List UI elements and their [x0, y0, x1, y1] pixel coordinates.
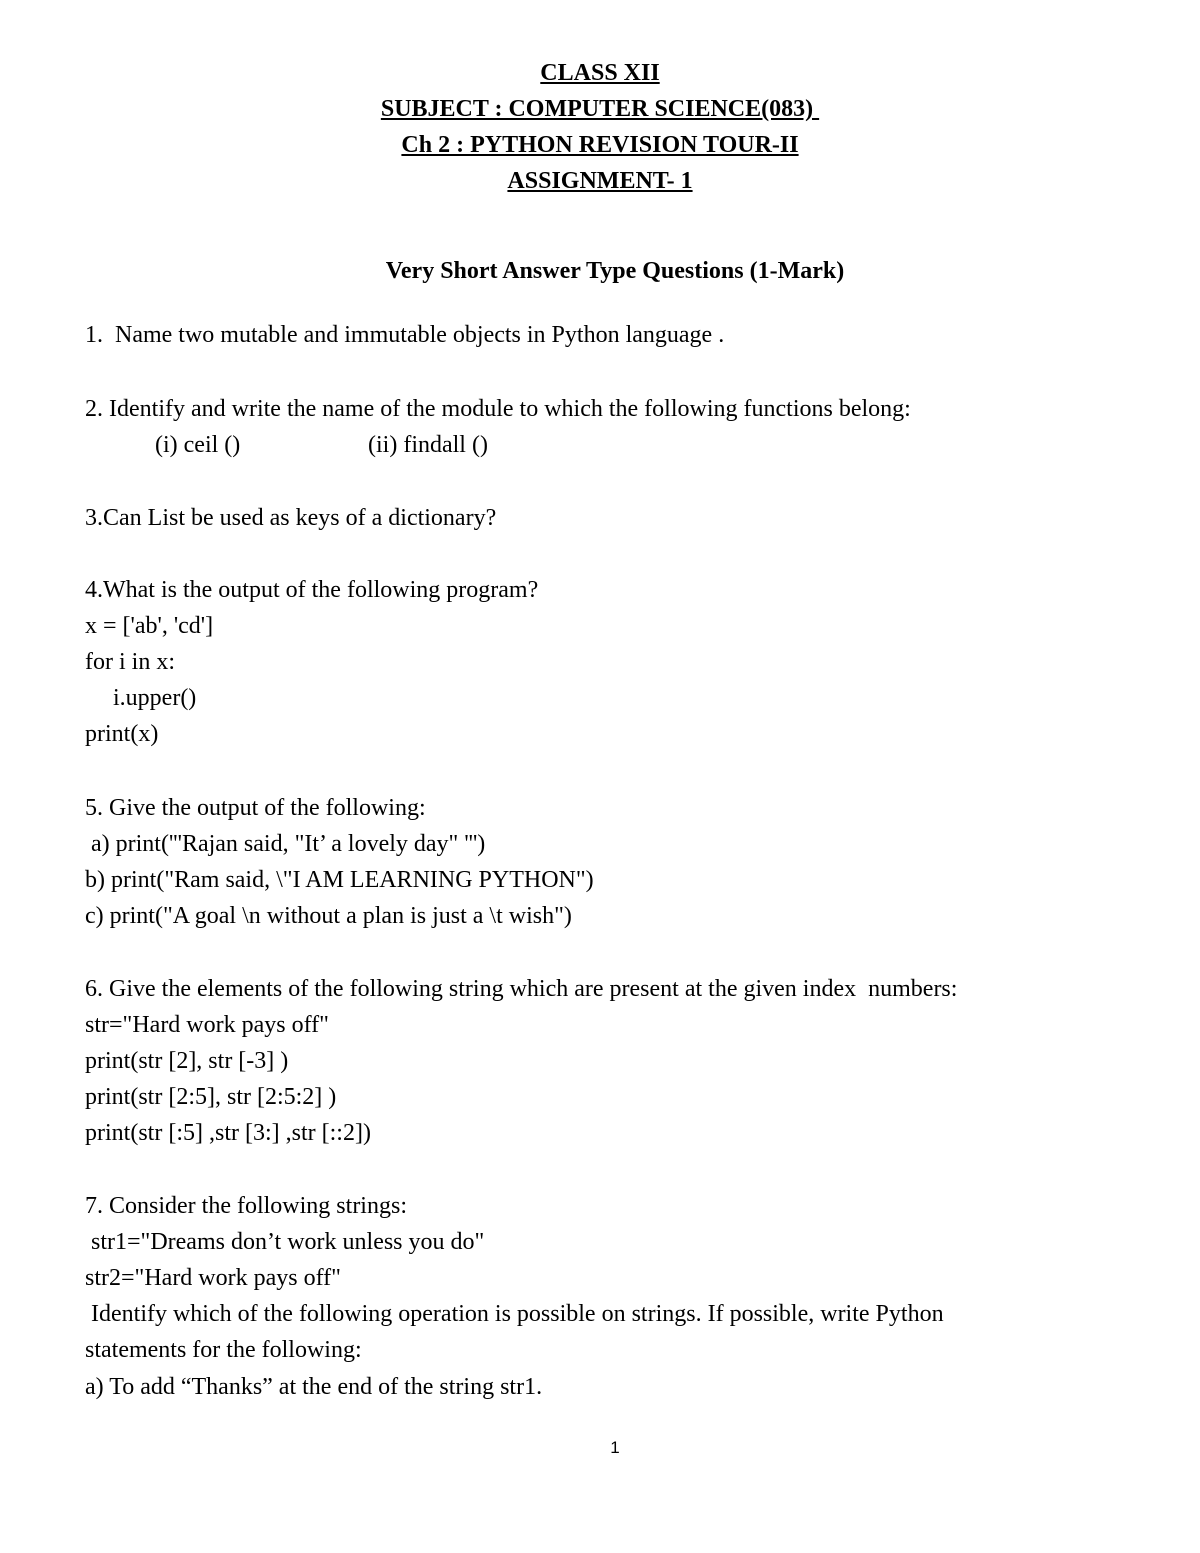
question-3: 3.Can List be used as keys of a dictionary? — [85, 505, 497, 531]
subject-heading: SUBJECT : COMPUTER SCIENCE(083) — [380, 96, 820, 122]
assignment-heading: ASSIGNMENT- 1 — [507, 168, 693, 194]
question-7: 7. Consider the following strings: — [85, 1193, 407, 1219]
question-5: 5. Give the output of the following: — [85, 795, 426, 821]
question-6-code-line: str="Hard work pays off" — [85, 1012, 329, 1038]
question-5-part-b: b) print("Ram said, \"I AM LEARNING PYTHON") — [85, 867, 594, 893]
question-7-string-1: str1="Dreams don’t work unless you do" — [85, 1229, 485, 1255]
question-5-part-c: c) print("A goal \n without a plan is just a \t wish") — [85, 903, 572, 929]
question-7-string-2: str2="Hard work pays off" — [85, 1265, 341, 1291]
question-4-code-line: print(x) — [85, 721, 159, 747]
question-4-code-line: x = ['ab', 'cd'] — [85, 613, 214, 639]
chapter-heading: Ch 2 : PYTHON REVISION TOUR-II — [401, 132, 799, 158]
question-7-instruction: Identify which of the following operation is possible on strings. If possible, write Python — [85, 1301, 944, 1327]
question-6-code-line: print(str [2], str [-3] ) — [85, 1048, 289, 1074]
question-4-code-line: for i in x: — [85, 649, 175, 675]
question-1: 1. Name two mutable and immutable objects in Python language . — [85, 322, 725, 348]
question-6-code-line: print(str [2:5], str [2:5:2] ) — [85, 1084, 337, 1110]
question-7-part-a: a) To add “Thanks” at the end of the string str1. — [85, 1374, 543, 1400]
class-heading: CLASS XII — [540, 60, 660, 86]
question-7-instruction: statements for the following: — [85, 1337, 362, 1363]
question-6: 6. Give the elements of the following string which are present at the given index numbers: — [85, 976, 958, 1002]
question-2-option-i: (i) ceil () — [155, 432, 241, 458]
question-4: 4.What is the output of the following program? — [85, 577, 539, 603]
question-5-part-a: a) print('''Rajan said, "It’ a lovely day" ''') — [85, 831, 486, 857]
page-number: 1 — [610, 1438, 620, 1457]
question-6-code-line: print(str [:5] ,str [3:] ,str [::2]) — [85, 1120, 371, 1146]
question-2-option-ii: (ii) findall () — [368, 432, 488, 458]
question-4-code-line: i.upper() — [113, 685, 197, 711]
section-title: Very Short Answer Type Questions (1-Mark) — [385, 258, 845, 284]
question-2: 2. Identify and write the name of the module to which the following functions belong: — [85, 396, 911, 422]
